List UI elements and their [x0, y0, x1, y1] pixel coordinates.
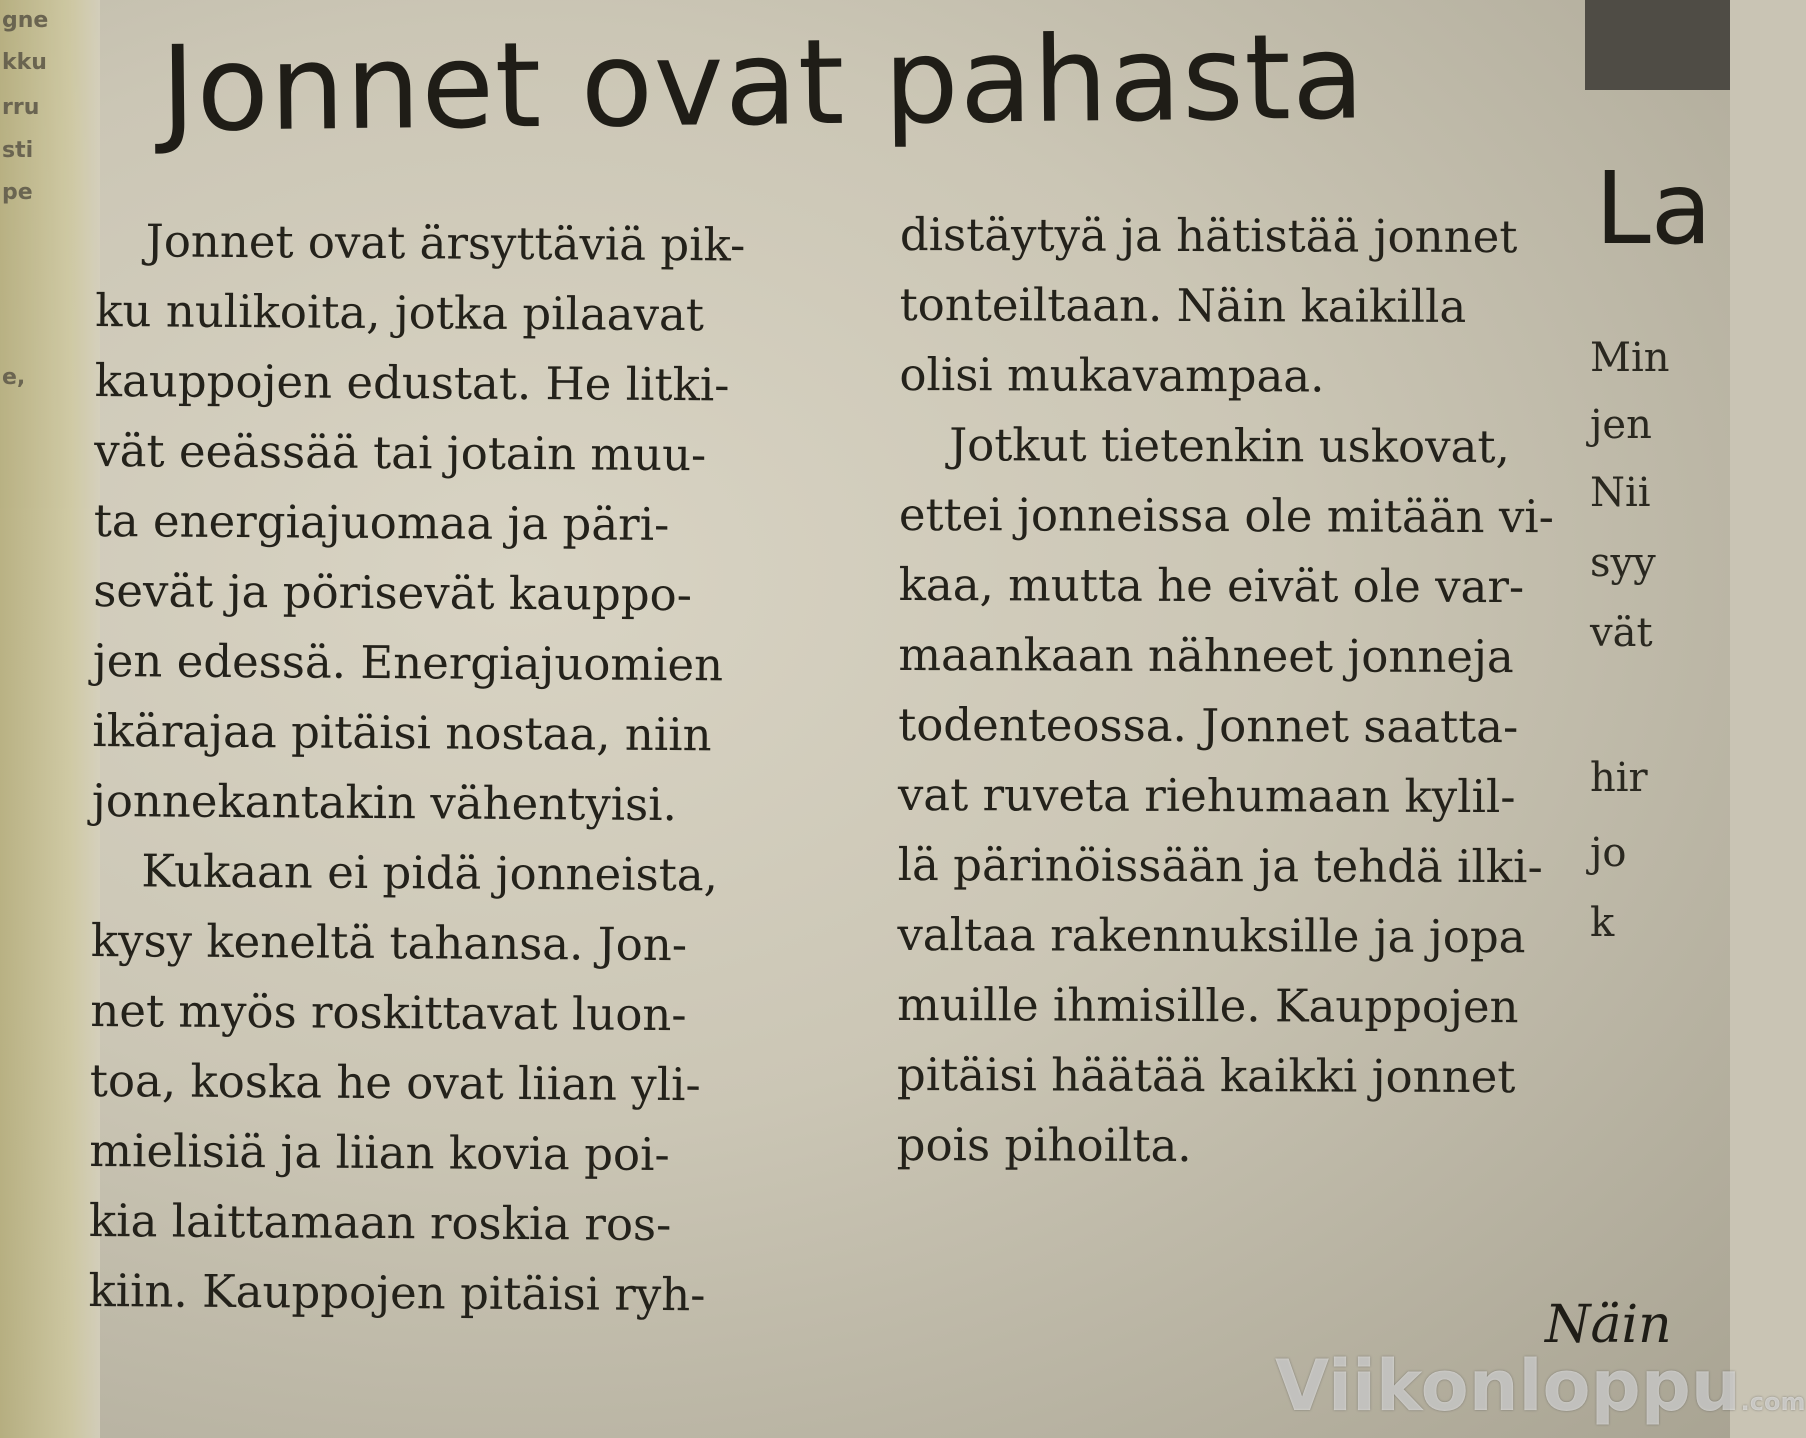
watermark-tld: .com [1740, 1388, 1806, 1416]
dark-photo-block [1585, 0, 1730, 90]
text-line: tonteiltaan. Näin kaikilla [899, 277, 1467, 333]
paragraph [91, 836, 831, 911]
text-line: net myös roskittavat luon- [90, 983, 687, 1042]
text-line: ikärajaa pitäisi nostaa, niin [92, 703, 712, 762]
article-headline: Jonnet ovat pahasta [160, 7, 1366, 158]
left-fragment-text: sti [2, 138, 34, 163]
text-line: Jonnet ovat ärsyttäviä pik- [145, 214, 746, 272]
text-line: distäytyä ja hätistää jonnet [899, 207, 1518, 264]
adjacent-text-line: k [1590, 900, 1615, 946]
text-line: kauppojen edustat. He litki- [94, 353, 730, 412]
text-line: ku nulikoita, jotka pilaavat [95, 283, 705, 342]
paragraph [899, 410, 1619, 483]
text-line: sevät ja pörisevät kauppo- [93, 563, 693, 622]
text-line: jonnekantakin vähentyisi. [91, 773, 678, 832]
text-line: valtaa rakennuksille ja jopa [897, 907, 1526, 964]
left-fragment-text: pe [2, 180, 33, 205]
adjacent-headline: La [1595, 150, 1712, 267]
text-line: todenteossa. Jonnet saatta- [898, 697, 1519, 754]
text-line: kia laittamaan roskia ros- [88, 1193, 672, 1252]
text-line: Kukaan ei pidä jonneista, [141, 844, 719, 902]
watermark-name: Viikonloppu [1275, 1345, 1741, 1427]
adjacent-text-line: Min [1590, 335, 1670, 381]
text-line: ta energiajuomaa ja päri- [93, 493, 670, 552]
left-page-edge [0, 0, 100, 1438]
text-line: pois pihoilta. [896, 1117, 1192, 1173]
text-line: jen edessä. Energiajuomien [92, 633, 724, 692]
text-line: vät eeässää tai jotain muu- [94, 423, 707, 482]
text-line: muille ihmisille. Kauppojen [897, 977, 1519, 1034]
adjacent-text-line: hir [1590, 755, 1648, 801]
left-fragment-text: e, [2, 365, 26, 390]
left-fragment-text: kku [2, 50, 47, 75]
site-watermark [1275, 1345, 1806, 1427]
paragraph [897, 480, 1619, 1183]
adjacent-text-line: vät [1590, 610, 1653, 656]
adjacent-text-line: jen [1590, 402, 1652, 448]
paragraph [88, 906, 831, 1331]
text-line: vat ruveta riehumaan kylil- [897, 767, 1516, 824]
text-line: toa, koska he ovat liian yli- [89, 1053, 701, 1112]
left-text-column [88, 206, 836, 1331]
text-line: maankaan nähneet jonneja [898, 627, 1514, 684]
text-line: ettei jonneissa ole mitään vi- [898, 487, 1555, 544]
adjacent-text-line: syy [1590, 540, 1656, 586]
middle-text-column [897, 200, 1620, 1183]
text-line: kaa, mutta he eivät ole var- [898, 557, 1525, 614]
text-line: Jotkut tietenkin uskovat, [949, 418, 1510, 474]
adjacent-article-fragment [1585, 0, 1730, 1438]
text-line: mielisiä ja liian kovia poi- [89, 1123, 670, 1182]
left-fragment-text: rru [2, 95, 40, 120]
text-line: kysy keneltä tahansa. Jon- [90, 913, 688, 972]
paragraph [92, 276, 836, 841]
adjacent-text-line: jo [1590, 830, 1627, 876]
paragraph [96, 206, 836, 281]
text-line: pitäisi häätää kaikki jonnet [896, 1047, 1516, 1104]
text-line: kiin. Kauppojen pitäisi ryh- [88, 1263, 706, 1322]
text-line: olisi mukavampaa. [899, 347, 1325, 403]
left-fragment-text: gne [2, 8, 49, 33]
text-line: lä pärinöissään ja tehdä ilki- [897, 837, 1543, 894]
adjacent-text-line: Nii [1590, 470, 1651, 516]
paragraph [899, 200, 1620, 413]
article-signature: Näin [1545, 1295, 1672, 1355]
